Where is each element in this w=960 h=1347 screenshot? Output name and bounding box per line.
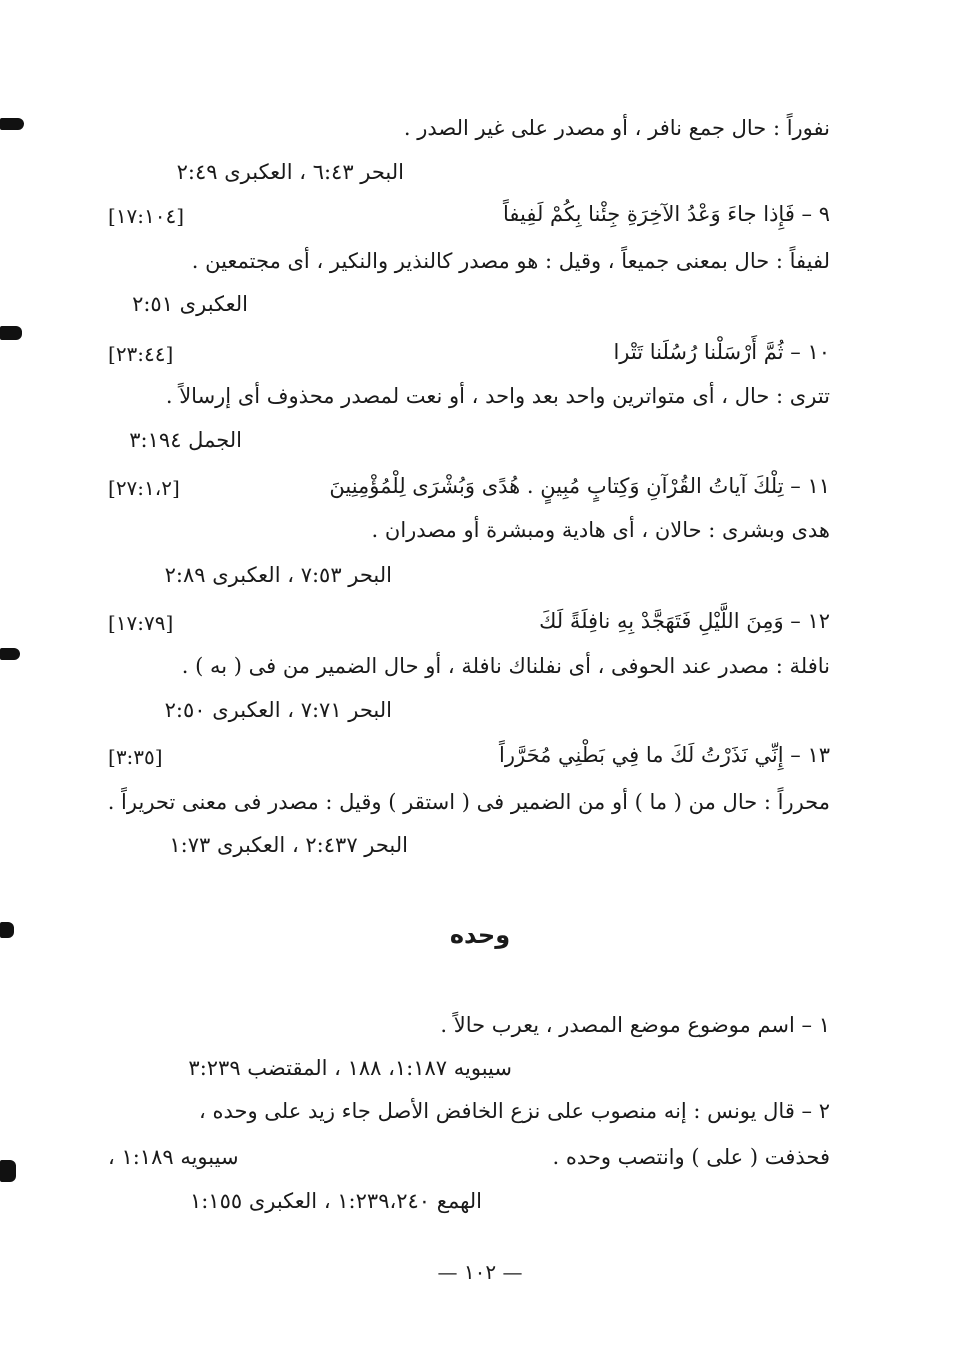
reference-line: العكبرى ٢:٥١ bbox=[132, 292, 248, 316]
binding-mark bbox=[0, 118, 24, 130]
body-line: فحذفت ( على ) وانتصب وحده . bbox=[552, 1145, 830, 1169]
reference-line: الجمل ٣:١٩٤ bbox=[129, 428, 242, 452]
binding-mark bbox=[0, 1160, 16, 1182]
binding-mark bbox=[0, 648, 20, 660]
gloss-line: نافلة : مصدر عند الحوفى ، أى نفلناك نافلة ، أو حال الضمير من فى ( به ) . bbox=[181, 654, 830, 678]
verse-reference: [٣:٣٥] bbox=[108, 745, 163, 769]
reference-line: سيبويه ١:١٨٧، ١٨٨ ، المقتضب ٣:٢٣٩ bbox=[188, 1056, 512, 1080]
reference-line: البحر ٦:٤٣ ، العكبرى ٢:٤٩ bbox=[176, 160, 404, 184]
gloss-line: لفيفاً : حال بمعنى جميعاً ، وقيل : هو مصدر كالنذير والنكير ، أى مجتمعين . bbox=[191, 249, 830, 273]
verse-reference: [٢٧:١،٢] bbox=[108, 476, 180, 500]
section-heading: وحده bbox=[449, 921, 511, 949]
reference-line: البحر ٧:٥٣ ، العكبرى ٢:٨٩ bbox=[164, 563, 392, 587]
page-number: — ١٠٢ — bbox=[437, 1260, 523, 1284]
binding-mark bbox=[0, 326, 22, 340]
verse-line: ١٠ – ثُمَّ أَرْسَلْنا رُسُلَنا تَتْرا bbox=[613, 340, 830, 364]
body-line: ٢ – قال يونس : إنه منصوب على نزع الخافض الأصل جاء زيد على وحده ، bbox=[199, 1099, 830, 1123]
verse-line: ٩ – فَإِذا جاءَ وَعْدُ الآخِرَةِ جِئْنا بِكُمْ لَفِيفاً bbox=[503, 202, 830, 226]
verse-line: ١١ – تِلْكَ آياتُ القُرْآنِ وَكِتابٍ مُبِينٍ . هُدًى وَبُشْرَى لِلْمُؤْمِنِينَ bbox=[329, 474, 830, 498]
gloss-line: محرراً : حال من ( ما ) أو من الضمير فى ( استقر ) وقيل : مصدر فى معنى تحريراً . bbox=[107, 790, 830, 814]
reference-line: الهمع ١:٢٣٩،٢٤٠ ، العكبرى ١:١٥٥ bbox=[189, 1189, 482, 1213]
verse-reference: [١٧:١٠٤] bbox=[108, 204, 185, 228]
reference-line: البحر ٢:٤٣٧ ، العكبرى ١:٧٣ bbox=[169, 833, 408, 857]
reference-line: سيبويه ١:١٨٩ ، bbox=[108, 1145, 239, 1169]
gloss-line: نفوراً : حال جمع نافر ، أو مصدر على غير الصدر . bbox=[403, 116, 830, 140]
gloss-line: تترى : حال ، أى متواترين واحد بعد واحد ، أو نعت لمصدر محذوف أى إرسالاً . bbox=[165, 384, 830, 408]
reference-line: البحر ٧:٧١ ، العكبرى ٢:٥٠ bbox=[164, 698, 392, 722]
verse-line: ١٢ – وَمِنَ اللَّيْلِ فَتَهَجَّدْ بِهِ نافِلَةً لَكَ bbox=[539, 609, 830, 633]
verse-reference: [١٧:٧٩] bbox=[108, 611, 174, 635]
gloss-line: هدى وبشرى : حالان ، أى هادية ومبشرة أو مصدران . bbox=[371, 518, 830, 542]
verse-reference: [٢٣:٤٤] bbox=[108, 342, 174, 366]
body-line: ١ – اسم موضوع موضع المصدر ، يعرب حالاً . bbox=[440, 1013, 830, 1037]
verse-line: ١٣ – إِنِّي نَذَرْتُ لَكَ ما فِي بَطْنِي مُحَرَّراً bbox=[499, 743, 830, 767]
